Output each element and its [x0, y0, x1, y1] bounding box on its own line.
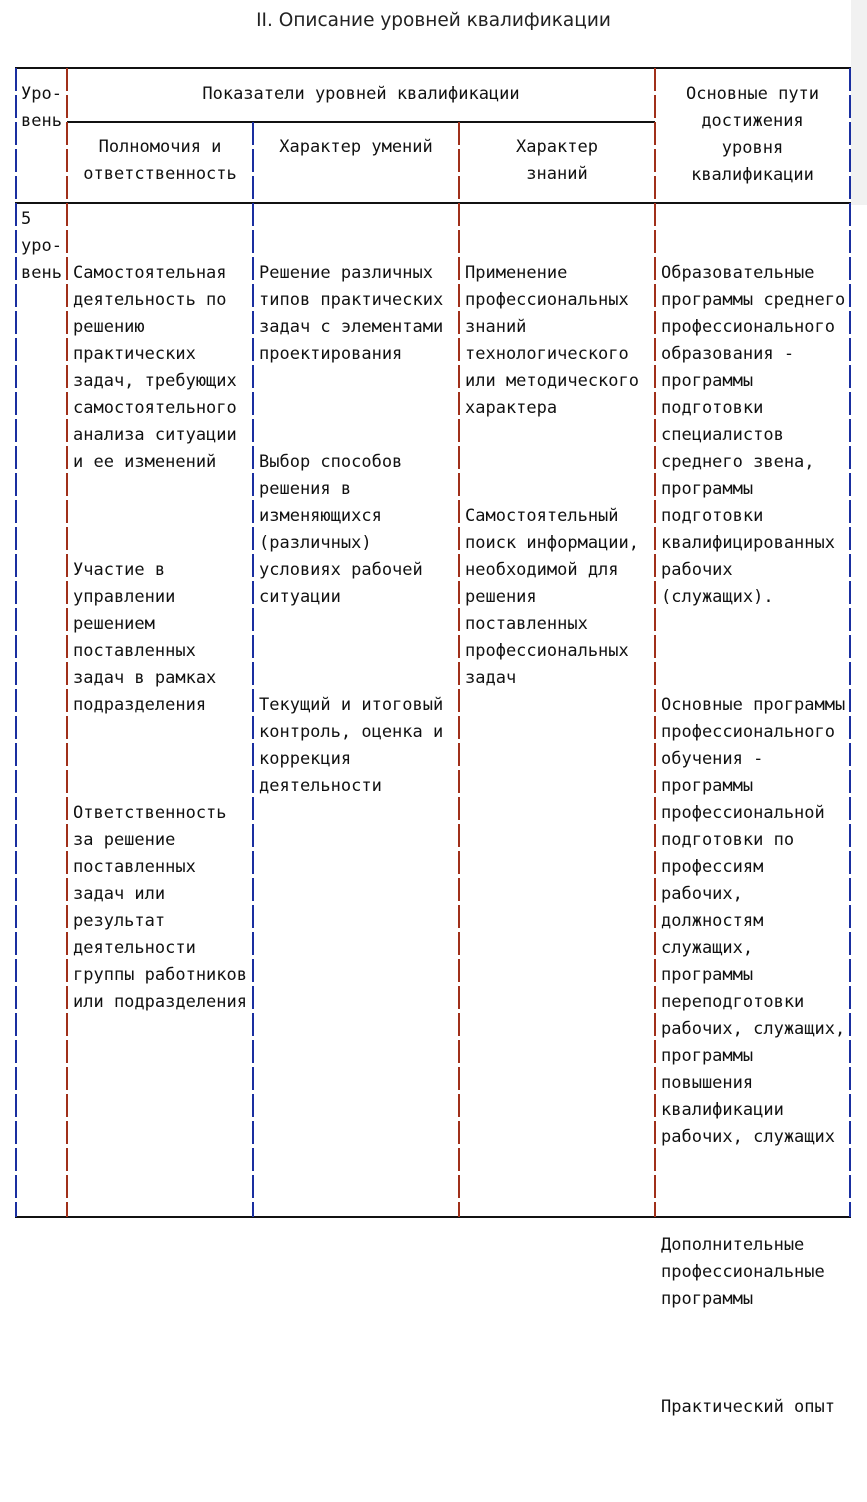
paths-cell	[661, 206, 845, 1502]
skills-paragraph: Текущий и итоговый контроль, оценка и коррекция деятельности	[259, 695, 444, 796]
header-bottom-border	[15, 202, 851, 204]
paths-paragraph: Основные программы профессионального обучения - программы профессиональной подготовки по профессиям рабочих, должностям служащих, программы переподготовки рабочих, служащих, программы повышения квалификации рабочих, служащих	[661, 695, 846, 1147]
border-left	[15, 68, 17, 1217]
authority-paragraph: Самостоятельная деятельность по решению практических задач, требующих самостоятельного анализа ситуации и ее изменений	[73, 263, 237, 472]
page-title: II. Описание уровней квалификации	[256, 10, 611, 31]
paths-paragraph: Образовательные программы среднего профессионального образования - программы подготовки специалистов среднего звена, программы подготовки квалифицированных рабочих (служащих).	[661, 263, 846, 607]
divider-skills	[458, 122, 460, 1217]
header-skills: Характер умений	[279, 137, 433, 157]
scrollbar[interactable]	[851, 0, 867, 205]
authority-paragraph: Ответственность за решение поставленных задач или результат деятельности группы работников или подразделения	[73, 803, 247, 1012]
border-right	[849, 68, 851, 1217]
authority-paragraph: Участие в управлении решением поставленных задач в рамках подразделения	[73, 560, 217, 715]
header-level: Уро- вень	[21, 84, 62, 131]
paths-paragraph: Практический опыт	[661, 1397, 835, 1417]
header-authority: Полномочия и ответственность	[83, 137, 237, 184]
table-top-border	[15, 67, 851, 69]
knowledge-cell	[465, 206, 639, 773]
knowledge-paragraph: Самостоятельный поиск информации, необходимой для решения поставленных профессиональных задач	[465, 506, 639, 688]
level-cell: 5 уро- вень	[21, 209, 62, 283]
header-indicators: Показатели уровней квалификации	[202, 84, 520, 104]
knowledge-paragraph: Применение профессиональных знаний технологического или методического характера	[465, 263, 639, 418]
divider-knowledge	[654, 68, 656, 1217]
divider-authority	[252, 122, 254, 1217]
paths-paragraph: Дополнительные профессиональные программы	[661, 1235, 825, 1309]
skills-paragraph: Решение различных типов практических задач с элементами проектирования	[259, 263, 444, 364]
header-paths: Основные пути достижения уровня квалификации	[685, 84, 820, 185]
skills-paragraph: Выбор способов решения в изменяющихся (различных) условиях рабочей ситуации	[259, 452, 423, 607]
header-knowledge: Характер знаний	[516, 137, 598, 184]
skills-cell	[259, 206, 443, 881]
authority-cell	[73, 206, 247, 1097]
header-sub-divider	[67, 121, 655, 123]
divider-level	[66, 68, 68, 1217]
